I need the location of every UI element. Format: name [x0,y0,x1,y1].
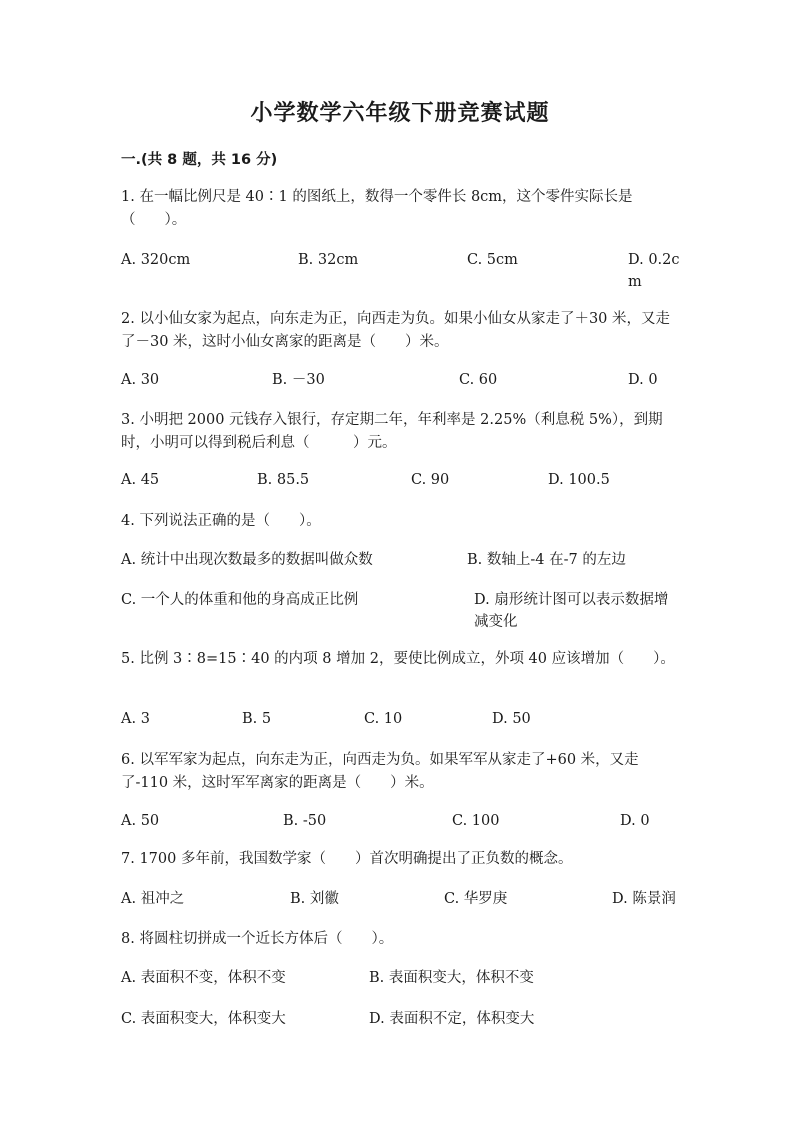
question-6-option-c: C. 100 [452,813,500,829]
question-7-stem: 7. 1700 多年前，我国数学家（ ）首次明确提出了正负数的概念。 [121,851,573,867]
question-3-stem: 3. 小明把 2000 元钱存入银行，存定期二年，年利率是 2.25%（利息税 5%），到期时，小明可以得到税后利息（ ）元。 [121,412,663,451]
question-5-option-d: D. 50 [492,711,531,727]
page-title: 小学数学六年级下册竞赛试题 [250,100,550,126]
question-6-option-d: D. 0 [620,813,650,829]
question-1-option-a: A. 320cm [121,252,191,268]
question-3-option-c: C. 90 [411,472,450,488]
question-2-option-d: D. 0 [628,372,658,388]
question-5-option-a: A. 3 [121,711,150,727]
question-1-option-b: B. 32cm [298,252,359,268]
question-8-option-c: C. 表面积变大，体积变大 [121,1011,286,1027]
question-8-option-d: D. 表面积不定，体积变大 [369,1011,535,1027]
question-4-option-d-text: D. 扇形统计图可以表示数据增减变化 [474,592,669,630]
question-6-option-b: B. -50 [283,813,327,829]
question-4-option-b: B. 数轴上-4 在-7 的左边 [467,552,626,568]
question-2-option-a: A. 30 [121,372,160,388]
question-4-option-d [474,589,674,633]
question-1-option-c: C. 5cm [467,252,518,268]
question-3-option-a: A. 45 [121,472,160,488]
question-7-option-b: B. 刘徽 [290,891,339,907]
question-1-option-d: D. 0.2cm [628,252,680,290]
question-2-option-c: C. 60 [459,372,498,388]
question-7-option-c: C. 华罗庚 [444,891,508,907]
question-4-stem: 4. 下列说法正确的是（ ）。 [121,513,321,529]
question-5-option-b: B. 5 [242,711,272,727]
question-6-stem: 6. 以军军家为起点，向东走为正，向西走为负。如果军军从家走了+60 米，又走了-110 米，这时军军离家的距离是（ ）米。 [121,752,639,791]
question-2-stem: 2. 以小仙女家为起点，向东走为正，向西走为负。如果小仙女从家走了＋30 米，又走了－30 米，这时小仙女离家的距离是（ ）米。 [121,311,671,350]
question-2-option-b: B. －30 [272,372,325,388]
section-heading: 一.(共 8 题，共 16 分) [121,152,278,168]
question-5-option-c: C. 10 [364,711,403,727]
question-3-option-d: D. 100.5 [548,472,610,488]
question-8-stem: 8. 将圆柱切拼成一个近长方体后（ ）。 [121,931,394,947]
question-4-option-a: A. 统计中出现次数最多的数据叫做众数 [121,552,373,568]
question-7-option-d: D. 陈景润 [612,891,676,907]
question-8-option-a: A. 表面积不变，体积不变 [121,970,286,986]
question-8-option-b: B. 表面积变大，体积不变 [369,970,534,986]
question-7-option-a: A. 祖冲之 [121,891,185,907]
question-3-option-b: B. 85.5 [257,472,310,488]
question-1-stem: 1. 在一幅比例尺是 40∶1 的图纸上，数得一个零件长 8cm，这个零件实际长是（ ）。 [121,189,633,228]
question-4-option-c: C. 一个人的体重和他的身高成正比例 [121,592,359,608]
question-6-option-a: A. 50 [121,813,160,829]
question-5-stem: 5. 比例 3∶8=15∶40 的内项 8 增加 2，要使比例成立，外项 40 应该增加（ ）。 [121,651,675,667]
